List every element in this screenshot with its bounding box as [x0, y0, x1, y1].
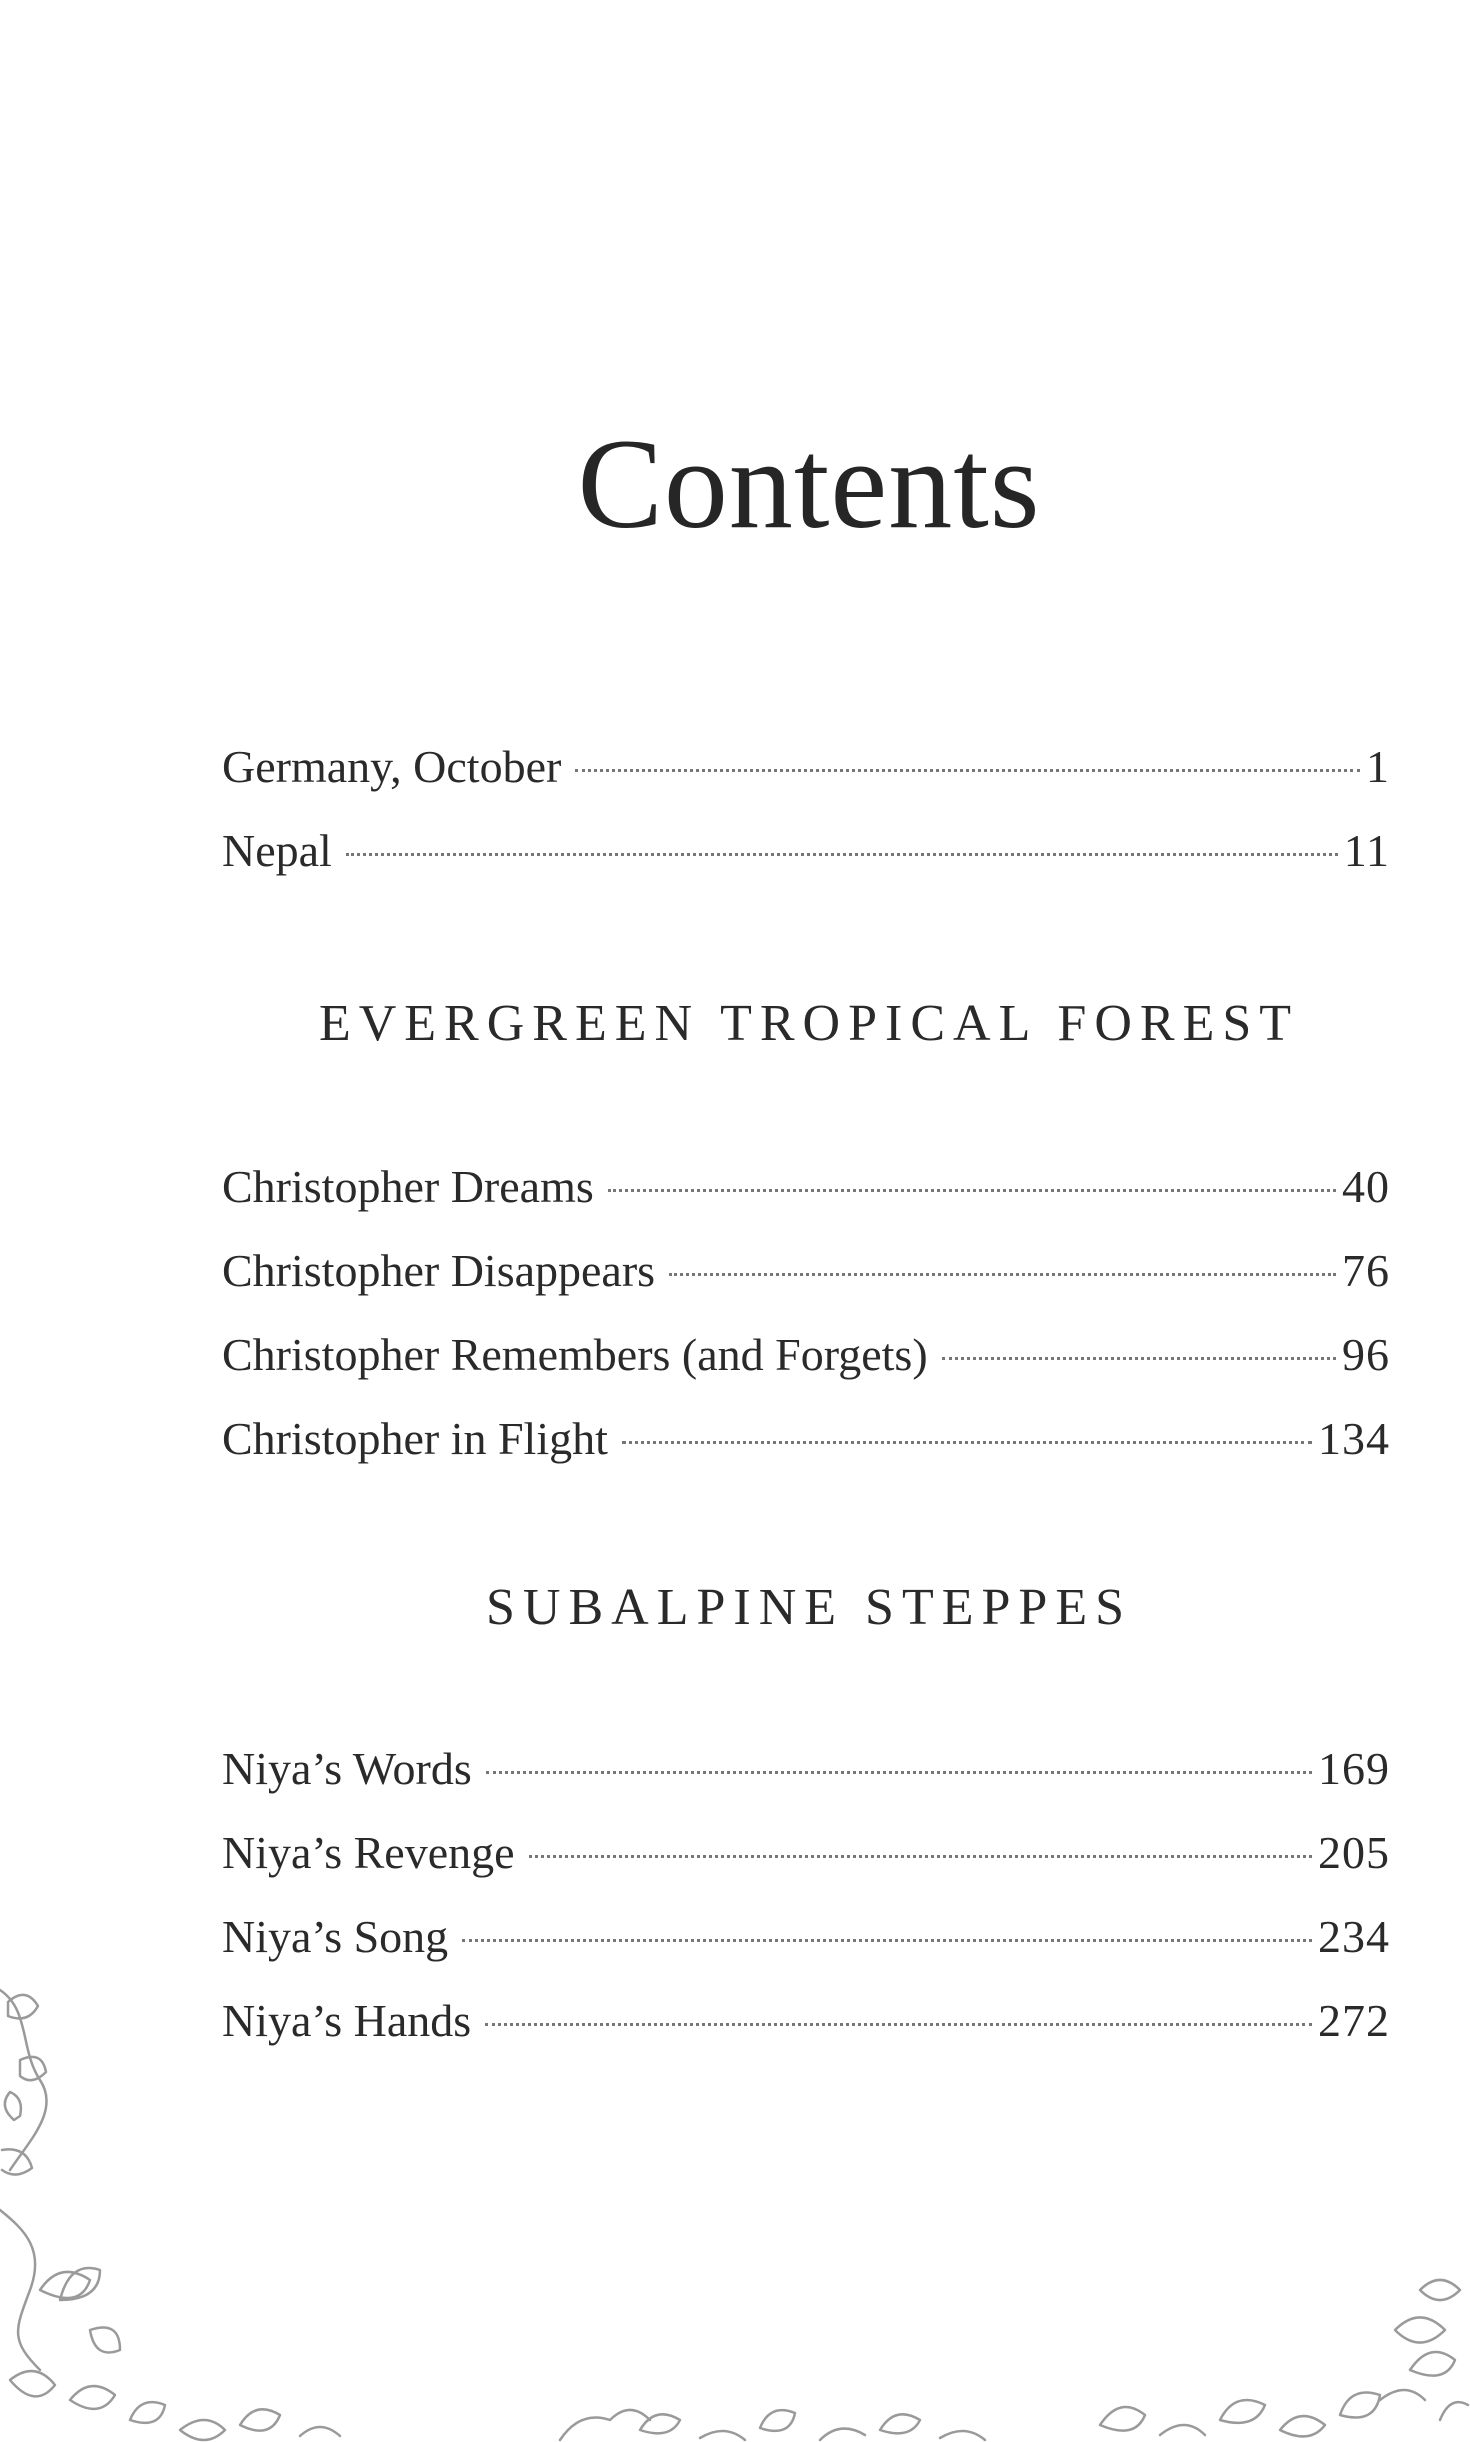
toc-entry[interactable] — [222, 1244, 1390, 1328]
toc-entry-label: Christopher Dreams — [222, 1161, 594, 1212]
page-title: Contents — [577, 413, 1041, 555]
dot-leader — [942, 1357, 1336, 1360]
dot-leader — [462, 1939, 1312, 1942]
dot-leader — [669, 1273, 1336, 1276]
toc-entry[interactable] — [222, 1328, 1390, 1412]
toc-entry-page: 134 — [1318, 1413, 1390, 1464]
section-heading: SUBALPINE STEPPES — [486, 1579, 1132, 1636]
toc-entry-label: Christopher Disappears — [222, 1245, 656, 1296]
dot-leader — [608, 1189, 1336, 1192]
toc-entry-page: 76 — [1342, 1245, 1390, 1296]
section-entry-list — [222, 1160, 1390, 1496]
toc-entry-label: Niya’s Hands — [222, 1995, 472, 2046]
toc-entry[interactable] — [222, 1910, 1390, 1994]
toc-entry[interactable] — [222, 1826, 1390, 1910]
dot-leader — [485, 2023, 1312, 2026]
toc-entry-page: 205 — [1318, 1827, 1390, 1878]
toc-entry-page: 272 — [1318, 1995, 1390, 2046]
toc-entry-page: 40 — [1342, 1161, 1390, 1212]
toc-entry-label: Nepal — [222, 825, 332, 876]
toc-entry-page: 96 — [1342, 1329, 1390, 1380]
toc-entry[interactable] — [222, 1742, 1390, 1826]
dot-leader — [486, 1771, 1312, 1774]
toc-entry[interactable] — [222, 740, 1390, 824]
toc-entry[interactable] — [222, 824, 1390, 908]
toc-entry-label: Niya’s Revenge — [222, 1827, 515, 1878]
toc-entry-page: 1 — [1366, 741, 1390, 792]
toc-entry-page: 234 — [1318, 1911, 1390, 1962]
toc-entry[interactable] — [222, 1412, 1390, 1496]
front-matter-list — [222, 740, 1390, 908]
toc-entry-page: 169 — [1318, 1743, 1390, 1794]
toc-entry-label: Christopher Remembers (and Forgets) — [222, 1329, 928, 1380]
toc-entry[interactable] — [222, 1994, 1390, 2078]
section-entry-list — [222, 1742, 1390, 2078]
toc-entry[interactable] — [222, 1160, 1390, 1244]
toc-entry-page: 11 — [1343, 825, 1390, 876]
toc-entry-label: Germany, October — [222, 741, 562, 792]
dot-leader — [529, 1855, 1312, 1858]
section-heading: EVERGREEN TROPICAL FOREST — [318, 995, 1300, 1052]
toc-entry-label: Niya’s Words — [222, 1743, 472, 1794]
toc-entry-label: Christopher in Flight — [222, 1413, 608, 1464]
dot-leader — [622, 1441, 1312, 1444]
dot-leader — [575, 769, 1360, 772]
dot-leader — [346, 853, 1338, 856]
toc-entry-label: Niya’s Song — [222, 1911, 449, 1962]
